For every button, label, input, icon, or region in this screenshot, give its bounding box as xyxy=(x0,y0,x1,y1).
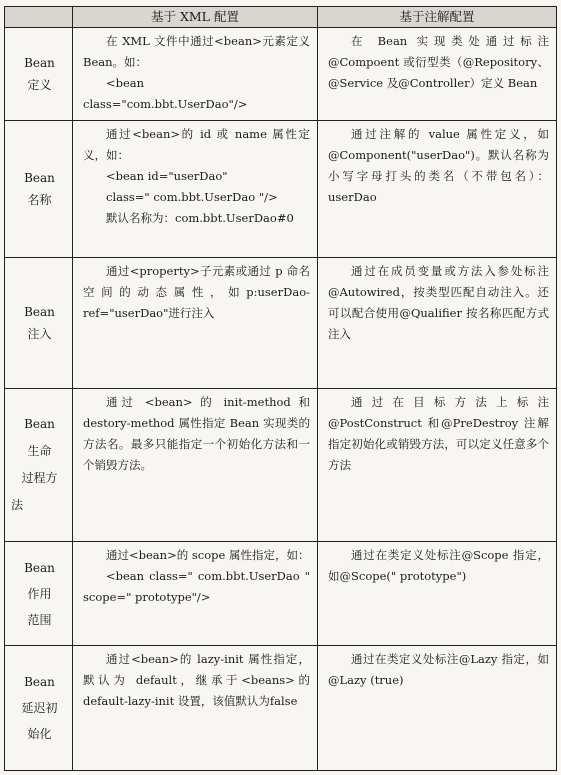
xml-config-code: <bean class="com.bbt.UserDao"/> xyxy=(83,76,248,111)
xml-config-cell xyxy=(73,646,318,771)
xml-config-cell xyxy=(73,28,318,121)
row-label-line: 过程方 xyxy=(21,471,58,485)
row-label-cell xyxy=(5,646,73,771)
row-label-line: 法 xyxy=(11,498,24,512)
xml-config-cell xyxy=(73,258,318,389)
annotation-config-cell xyxy=(318,258,557,389)
table-row-bean-lazy-init xyxy=(5,646,557,771)
row-label-cell xyxy=(5,389,73,542)
annotation-config-cell xyxy=(318,646,557,771)
xml-config-cell xyxy=(73,121,318,258)
xml-config-code: class=" com.bbt.UserDao "/> xyxy=(106,190,278,204)
annotation-config-text: 通过在成员变量或方法入参处标注@Autowired，按类型匹配自动注入。还可以配合使用@Qualifier 按名称匹配方式注入 xyxy=(328,264,549,341)
header-row xyxy=(5,7,557,28)
annotation-config-cell xyxy=(318,121,557,258)
comparison-table xyxy=(4,6,557,771)
xml-config-text: 默认名称为：com.bbt.UserDao#0 xyxy=(106,211,294,225)
row-label-line: 生命 xyxy=(27,444,52,458)
row-label-line: Bean xyxy=(24,417,55,431)
xml-config-cell xyxy=(73,542,318,646)
row-label-line: Bean xyxy=(24,560,55,575)
table-row-bean-definition xyxy=(5,28,557,121)
xml-config-text: 通过<property>子元素或通过 p 命名空间的动态属性，如p:userDao-ref="userDao"进行注入 xyxy=(83,264,310,320)
annotation-config-cell xyxy=(318,28,557,121)
row-label-line: 范围 xyxy=(27,612,52,627)
annotation-config-cell xyxy=(318,542,557,646)
row-label-line: Bean xyxy=(24,675,55,689)
header-xml-config: 基于 XML 配置 xyxy=(73,7,318,28)
row-label-line: 定义 xyxy=(27,78,52,92)
row-label-line: Bean xyxy=(24,56,55,70)
row-label-line: 注入 xyxy=(27,327,52,341)
xml-config-text: 通过<bean>的 lazy-init 属性指定，默认为 default，继承于<beans>的default-lazy-init 设置，该值默认为false xyxy=(83,652,310,708)
row-label-cell xyxy=(5,121,73,258)
row-label-cell xyxy=(5,258,73,389)
row-label-cell xyxy=(5,542,73,646)
annotation-config-text: 通过注解的 value 属性定义，如@Component("userDao")。默认名称为小写字母打头的类名（不带包名）：userDao xyxy=(328,127,549,204)
table-row-bean-injection xyxy=(5,258,557,389)
table-row-bean-scope xyxy=(5,542,557,646)
annotation-config-text: 通过在类定义处标注@Lazy 指定，如@Lazy (true) xyxy=(328,652,549,687)
annotation-config-text: 通过在目标方法上标注@PostConstruct 和@PreDestroy 注解指定初始化或销毁方法，可以定义任意多个方法 xyxy=(328,395,549,472)
table-row-bean-lifecycle xyxy=(5,389,557,542)
row-label-line: Bean xyxy=(24,305,55,319)
xml-config-text: 在 XML 文件中通过<bean>元素定义 Bean。如： xyxy=(83,34,310,69)
xml-config-code: <bean class=" com.bbt.UserDao " scope=" prototype"/> xyxy=(83,569,310,604)
annotation-config-cell xyxy=(318,389,557,542)
annotation-config-text: 在 Bean 实现类处通过标注@Compoent 或衍型类（@Repository、@Service 及@Controller）定义 Bean xyxy=(328,34,549,90)
row-label-cell xyxy=(5,28,73,121)
xml-config-text: 通过<bean>的 id 或 name 属性定义，如： xyxy=(83,127,310,162)
xml-config-cell xyxy=(73,389,318,542)
row-label-line: Bean xyxy=(24,171,55,185)
annotation-config-text: 通过在类定义处标注@Scope 指定，如@Scope(" prototype") xyxy=(328,548,549,583)
xml-config-code: <bean id="userDao" xyxy=(106,169,228,183)
header-annotation-config: 基于注解配置 xyxy=(318,7,557,28)
row-label-line: 延迟初 xyxy=(21,701,58,715)
row-label-line: 名称 xyxy=(27,193,52,207)
header-blank xyxy=(5,7,73,28)
row-label-line: 作用 xyxy=(27,586,52,601)
row-label-line: 始化 xyxy=(27,727,52,741)
xml-config-text: 通过 <bean> 的 init-method 和 destory-method 属性指定 Bean 实现类的方法名。最多只能指定一个初始化方法和一个销毁方法。 xyxy=(83,395,310,472)
table-row-bean-name xyxy=(5,121,557,258)
xml-config-text: 通过<bean>的 scope 属性指定，如： xyxy=(106,548,310,562)
